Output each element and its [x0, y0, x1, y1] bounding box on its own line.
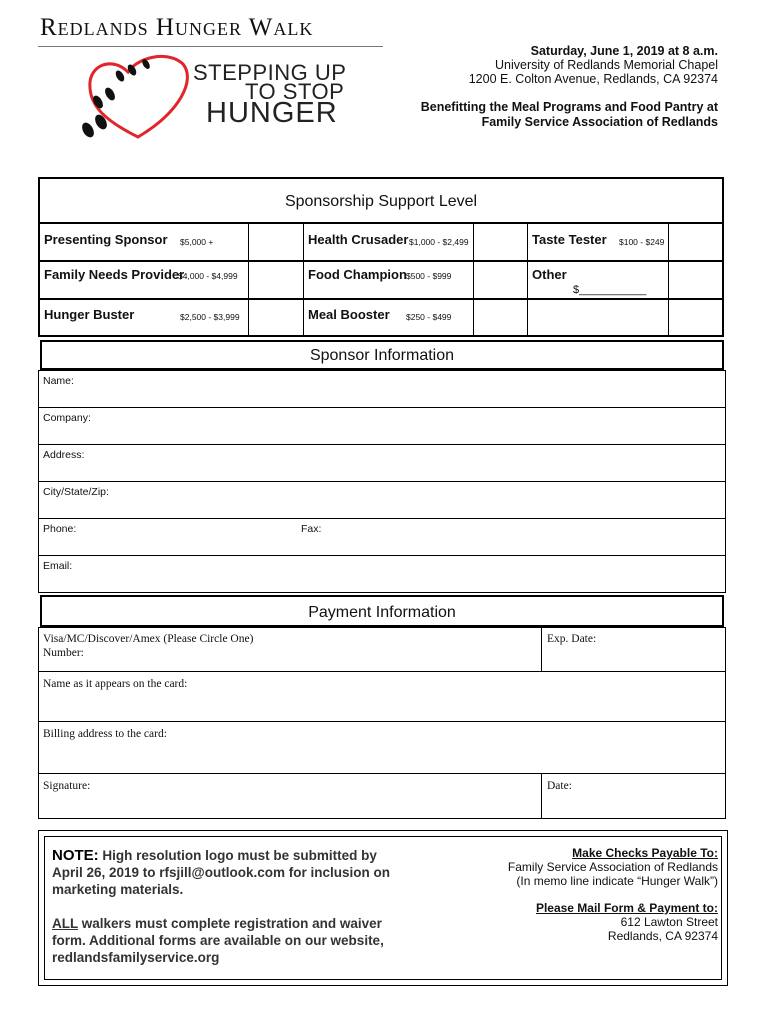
mail-line1: 612 Lawton Street: [620, 915, 718, 929]
hunger-buster-checkbox[interactable]: [250, 302, 301, 335]
address-field[interactable]: [38, 444, 726, 482]
billing-address-field[interactable]: [38, 721, 726, 774]
level-range: $1,000 - $2,499: [409, 237, 469, 247]
sponsor-info-heading: Sponsor Information: [40, 340, 724, 370]
event-details: [469, 44, 718, 86]
level-range: $100 - $249: [619, 237, 665, 247]
billing-address-label: Billing address to the card:: [43, 728, 167, 740]
presenting-sponsor-checkbox[interactable]: [250, 226, 301, 260]
card-type-label: Visa/MC/Discover/Amex (Please Circle One): [43, 633, 254, 645]
other-amount-field[interactable]: $___________: [573, 284, 647, 296]
name-label: Name:: [43, 375, 74, 387]
health-crusader-checkbox[interactable]: [475, 226, 525, 260]
level-label: Hunger Buster: [44, 307, 135, 322]
sponsorship-heading: Sponsorship Support Level: [40, 179, 722, 224]
level-range: $4,000 - $4,999: [178, 271, 238, 281]
row-divider: [541, 628, 542, 671]
tagline-line1: STEPPING UP: [193, 60, 347, 85]
family-needs-provider-checkbox[interactable]: [250, 264, 301, 298]
payment-instructions: [508, 846, 718, 943]
event-date: Saturday, June 1, 2019 at 8 a.m.: [530, 44, 718, 58]
level-label: Food Champion: [308, 267, 407, 282]
food-champion-checkbox[interactable]: [475, 264, 525, 298]
name-on-card-field[interactable]: [38, 671, 726, 722]
level-label: Meal Booster: [308, 307, 390, 322]
walkers-note: [52, 915, 402, 966]
level-label: Family Needs Provider: [44, 267, 185, 282]
name-on-card-label: Name as it appears on the card:: [43, 678, 188, 690]
row-divider: [541, 774, 542, 818]
phone-label: Phone:: [43, 523, 77, 535]
level-range: $500 - $999: [406, 271, 452, 281]
level-label: Health Crusader: [308, 232, 409, 247]
benefit-line2: Family Service Association of Redlands: [481, 115, 718, 129]
mail-title: Please Mail Form & Payment to:: [535, 901, 718, 915]
event-venue: University of Redlands Memorial Chapel: [494, 58, 718, 72]
company-label: Company:: [43, 412, 91, 424]
signature-row[interactable]: [38, 773, 726, 819]
column-divider: [668, 224, 669, 335]
column-divider: [303, 224, 304, 335]
city-state-zip-field[interactable]: [38, 481, 726, 519]
email-field[interactable]: [38, 555, 726, 593]
date-label[interactable]: Date:: [547, 780, 572, 792]
address-label: Address:: [43, 449, 85, 461]
checks-title: Make Checks Payable To:: [572, 846, 718, 860]
logo-note: [52, 847, 402, 898]
meal-booster-checkbox[interactable]: [475, 302, 525, 335]
city-state-zip-label: City/State/Zip:: [43, 486, 109, 498]
signature-label: Signature:: [43, 780, 91, 792]
level-range: $250 - $499: [406, 312, 452, 322]
level-label: Other: [532, 267, 567, 282]
event-address: 1200 E. Colton Avenue, Redlands, CA 92374: [468, 72, 718, 86]
mail-line2: Redlands, CA 92374: [607, 929, 718, 943]
level-range: $2,500 - $3,999: [180, 312, 240, 322]
exp-date-label[interactable]: Exp. Date:: [547, 633, 597, 645]
company-field[interactable]: [38, 407, 726, 445]
other-checkbox[interactable]: [670, 264, 720, 298]
note-label: NOTE:: [52, 847, 99, 864]
column-divider: [248, 224, 249, 335]
checks-line1: Family Service Association of Redlands: [507, 860, 718, 874]
notes-column: [52, 847, 402, 966]
tagline-line2: TO STOP: [245, 79, 345, 104]
card-number-row[interactable]: [38, 627, 726, 672]
note-text: High resolution logo must be submitted by April 26, 2019 to rfsjill@outlook.com for inclusion on marketing materials.: [52, 848, 390, 897]
email-label: Email:: [43, 560, 73, 572]
taste-tester-checkbox[interactable]: [670, 226, 720, 260]
title-divider: [38, 46, 383, 47]
name-field[interactable]: [38, 370, 726, 408]
card-number-label: Number:: [43, 647, 84, 659]
payment-info-heading: Payment Information: [40, 595, 724, 627]
tagline-line3: HUNGER: [206, 97, 338, 129]
all-text: walkers must complete registration and waiver form. Additional forms are available on our website, redlandsfamilyservice.org: [52, 916, 384, 965]
level-range: $5,000 +: [180, 237, 214, 247]
level-label: Presenting Sponsor: [44, 232, 168, 247]
heart-footprints-logo: [68, 52, 208, 144]
phone-fax-row[interactable]: [38, 518, 726, 556]
column-divider: [473, 224, 474, 335]
event-title: Redlands Hunger Walk: [40, 14, 314, 41]
level-label: Taste Tester: [532, 232, 607, 247]
all-label: ALL: [52, 916, 78, 931]
fax-label: Fax:: [301, 523, 322, 535]
benefit-line1: Benefitting the Meal Programs and Food Pantry at: [420, 100, 718, 114]
benefit-statement: [421, 100, 718, 130]
checks-line2: (In memo line indicate “Hunger Walk”): [516, 874, 718, 888]
column-divider: [527, 224, 528, 335]
